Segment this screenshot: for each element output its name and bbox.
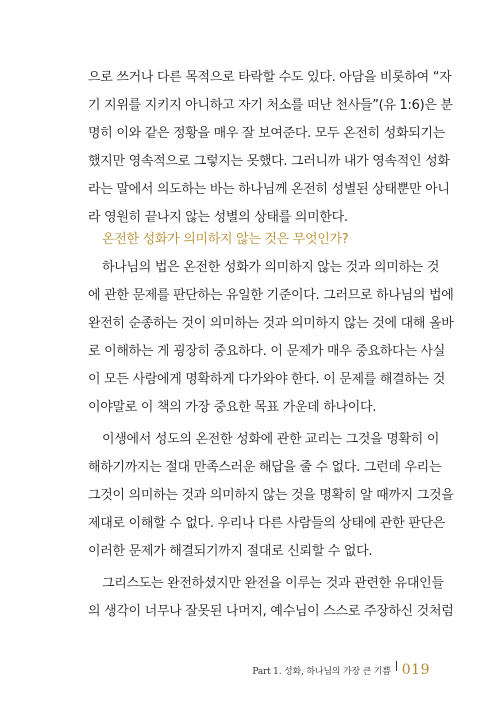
page-footer [250, 660, 430, 680]
page-number: 019 [401, 662, 430, 678]
footer-divider [396, 661, 397, 671]
body-text-line: 라는 말에서 의도하는 바는 하나님께 온전히 성별된 상태뿐만 아니 [88, 182, 450, 197]
body-text-line: 제대로 이해할 수 없다. 우리나 다른 사람들의 상태에 관한 판단은 [88, 516, 446, 531]
section-heading: 온전한 성화가 의미하지 않는 것은 무엇인가? [102, 232, 349, 247]
body-text-line: 그것이 의미하는 것과 의미하지 않는 것을 명확히 알 때까지 그것을 [88, 488, 454, 503]
running-title: Part 1. 성화, 하나님의 가장 큰 기쁨 [252, 666, 391, 677]
body-text-line: 이야말로 이 책의 가장 중요한 목표 가운데 하나이다. [88, 400, 377, 415]
body-text-line: 의 생각이 너무나 잘못된 나머지, 예수님이 스스로 주장하신 것처럼 [88, 604, 454, 619]
body-text-line: 완전히 순종하는 것이 의미하는 것과 의미하지 않는 것에 대해 올바 [88, 316, 454, 331]
body-text-line: 명히 이와 같은 정황을 매우 잘 보여준다. 모두 온전히 성화되기는 [88, 126, 446, 141]
body-text-line: 이생에서 성도의 온전한 성화에 관한 교리는 그것을 명확히 이 [102, 432, 440, 447]
body-text-line: 으로 쓰거나 다른 목적으로 타락할 수도 있다. 아담을 비롯하여 “자 [88, 70, 452, 85]
body-text-line: 그리스도는 완전하셨지만 완전을 이루는 것과 관련한 유대인들 [102, 576, 444, 591]
body-text-line: 에 관한 문제를 판단하는 유일한 기준이다. 그러므로 하나님의 법에 [88, 288, 454, 303]
body-text-line: 기 지위를 지키지 아니하고 자기 처소를 떠난 천사들”(유 1:6)은 분 [88, 98, 453, 113]
body-text-line: 했지만 영속적으로 그렇지는 못했다. 그러니까 내가 영속적인 성화 [88, 154, 450, 169]
body-text-line: 이 모든 사람에게 명확하게 다가와야 한다. 이 문제를 해결하는 것 [88, 372, 446, 387]
body-text-line: 라 영원히 끝나지 않는 성별의 상태를 의미한다. [88, 210, 348, 225]
body-text-line: 로 이해하는 게 굉장히 중요하다. 이 문제가 매우 중요하다는 사실 [88, 344, 446, 359]
body-text-line: 하나님의 법은 온전한 성화가 의미하지 않는 것과 의미하는 것 [102, 260, 440, 275]
body-text-line: 해하기까지는 절대 만족스러운 해답을 줄 수 없다. 그런데 우리는 [88, 460, 442, 475]
body-text-line: 이러한 문제가 해결되기까지 절대로 신뢰할 수 없다. [88, 544, 373, 559]
